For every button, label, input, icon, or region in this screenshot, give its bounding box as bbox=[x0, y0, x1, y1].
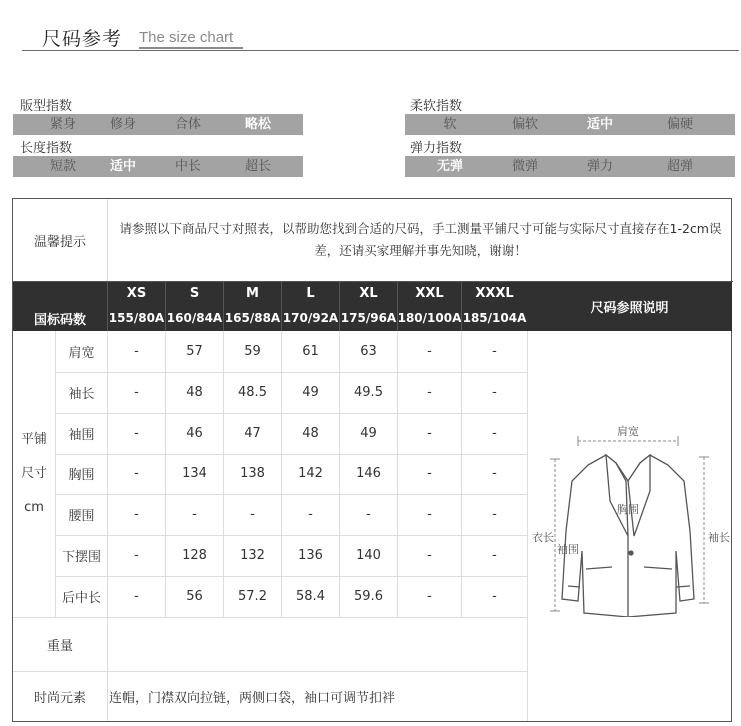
std-code: 185/104A bbox=[461, 305, 527, 331]
size-value: 49 bbox=[339, 413, 397, 454]
length-index-option: 中长 bbox=[174, 159, 201, 174]
size-value: - bbox=[107, 372, 165, 413]
soft-index-option: 适中 bbox=[586, 117, 613, 132]
size-value: 134 bbox=[165, 454, 223, 495]
tip-label: 温馨提示 bbox=[33, 234, 86, 250]
size-value: 57.2 bbox=[223, 576, 281, 617]
size-value: 57 bbox=[165, 331, 223, 372]
size-value: - bbox=[165, 494, 223, 535]
elastic-index-option: 弹力 bbox=[586, 159, 613, 174]
size-value: - bbox=[107, 413, 165, 454]
size-value: - bbox=[461, 413, 527, 454]
size-value: - bbox=[397, 331, 461, 372]
diagram-shoulder-label: 肩宽 bbox=[617, 425, 639, 438]
soft-index-option: 偏软 bbox=[511, 117, 538, 132]
size-value: 140 bbox=[339, 535, 397, 576]
section-title: 尺码参考 bbox=[42, 28, 123, 50]
fashion-label: 时尚元素 bbox=[33, 690, 86, 706]
soft-index-option: 软 bbox=[443, 117, 457, 132]
row-divider bbox=[55, 535, 527, 536]
size-header: L bbox=[281, 281, 339, 305]
soft-index-option: 偏硬 bbox=[666, 117, 693, 132]
size-value: - bbox=[339, 494, 397, 535]
std-code: 170/92A bbox=[281, 305, 339, 331]
size-value: 63 bbox=[339, 331, 397, 372]
length-index-option: 短款 bbox=[49, 159, 76, 174]
length-index-label: 长度指数 bbox=[20, 141, 73, 156]
size-value: 49 bbox=[281, 372, 339, 413]
header-blank bbox=[13, 281, 107, 305]
std-code: 160/84A bbox=[165, 305, 223, 331]
size-value: - bbox=[461, 494, 527, 535]
subtitle-underline bbox=[139, 47, 243, 49]
size-value: - bbox=[281, 494, 339, 535]
fit-index-label: 版型指数 bbox=[20, 99, 73, 114]
size-value: - bbox=[223, 494, 281, 535]
elastic-index-option: 无弹 bbox=[436, 159, 463, 174]
std-code: 175/96A bbox=[339, 305, 397, 331]
size-value: - bbox=[397, 372, 461, 413]
diagram-length-label: 衣长 bbox=[532, 531, 554, 544]
size-value: - bbox=[107, 494, 165, 535]
section-header bbox=[0, 0, 741, 60]
size-value: 48 bbox=[165, 372, 223, 413]
tip-text: 请参照以下商品尺寸对照表，以帮助您找到合适的尺码，手工测量平铺尺寸可能与实际尺寸直接存在1-2cm误差，还请买家理解并事先知晓，谢谢！ bbox=[107, 199, 733, 281]
fit-index-option: 修身 bbox=[109, 117, 136, 132]
row-label: 袖长 bbox=[55, 372, 107, 413]
std-code: 165/88A bbox=[223, 305, 281, 331]
size-value: 138 bbox=[223, 454, 281, 495]
size-value: 49.5 bbox=[339, 372, 397, 413]
size-value: - bbox=[397, 413, 461, 454]
size-value: - bbox=[397, 535, 461, 576]
size-value: - bbox=[397, 454, 461, 495]
fit-index-option: 合体 bbox=[174, 117, 201, 132]
size-value: 128 bbox=[165, 535, 223, 576]
row-label: 袖围 bbox=[55, 413, 107, 454]
size-value: - bbox=[107, 535, 165, 576]
row-label: 腰围 bbox=[55, 494, 107, 535]
row-label: 胸围 bbox=[55, 454, 107, 495]
size-value: 47 bbox=[223, 413, 281, 454]
tip-divider bbox=[13, 281, 733, 282]
size-value: - bbox=[461, 576, 527, 617]
diagram-sleeve-length-label: 袖长 bbox=[708, 531, 730, 544]
size-value: 59 bbox=[223, 331, 281, 372]
length-index-option: 适中 bbox=[109, 159, 136, 174]
header-rule bbox=[22, 50, 739, 51]
size-value: 58.4 bbox=[281, 576, 339, 617]
size-value: 48.5 bbox=[223, 372, 281, 413]
group-label-line-1: 平铺 bbox=[20, 432, 47, 447]
size-value: 56 bbox=[165, 576, 223, 617]
length-index-bar bbox=[13, 156, 303, 177]
size-header: XXL bbox=[397, 281, 461, 305]
row-divider bbox=[55, 372, 527, 373]
row-divider bbox=[55, 454, 527, 455]
diagram-chest-label: 胸围 bbox=[617, 503, 639, 516]
label-divider bbox=[107, 617, 108, 721]
size-value: - bbox=[107, 454, 165, 495]
size-header: XS bbox=[107, 281, 165, 305]
size-header: M bbox=[223, 281, 281, 305]
fashion-divider bbox=[13, 671, 527, 672]
std-code: 155/80A bbox=[107, 305, 165, 331]
size-header: S bbox=[165, 281, 223, 305]
fit-index-option: 紧身 bbox=[49, 117, 76, 132]
std-code-label: 国标码数 bbox=[13, 305, 107, 331]
reference-divider bbox=[527, 331, 528, 721]
size-chart-table bbox=[12, 198, 732, 722]
section-subtitle: The size chart bbox=[139, 29, 234, 46]
size-value: 48 bbox=[281, 413, 339, 454]
row-divider bbox=[55, 413, 527, 414]
reference-header: 尺码参照说明 bbox=[527, 281, 732, 331]
std-code: 180/100A bbox=[397, 305, 461, 331]
fit-index-bar bbox=[13, 114, 303, 135]
elastic-index-option: 微弹 bbox=[511, 159, 538, 174]
size-value: - bbox=[107, 331, 165, 372]
row-label: 后中长 bbox=[55, 576, 107, 617]
size-header: XXXL bbox=[461, 281, 527, 305]
group-label-line-2: 尺寸 bbox=[20, 466, 47, 481]
size-value: - bbox=[461, 535, 527, 576]
size-value: 59.6 bbox=[339, 576, 397, 617]
weight-label: 重量 bbox=[46, 638, 73, 654]
size-value: - bbox=[397, 494, 461, 535]
diagram-sleeve-width-label: 袖围 bbox=[557, 543, 579, 556]
size-value: 142 bbox=[281, 454, 339, 495]
size-value: - bbox=[107, 576, 165, 617]
weight-divider bbox=[13, 617, 527, 618]
row-divider bbox=[55, 576, 527, 577]
size-value: - bbox=[461, 454, 527, 495]
row-divider bbox=[55, 494, 527, 495]
size-value: - bbox=[397, 576, 461, 617]
jacket-diagram bbox=[528, 331, 732, 617]
group-label-line-3: cm bbox=[24, 500, 44, 515]
size-value: 136 bbox=[281, 535, 339, 576]
soft-index-label: 柔软指数 bbox=[410, 99, 463, 114]
row-label: 肩宽 bbox=[55, 331, 107, 372]
size-value: 46 bbox=[165, 413, 223, 454]
soft-index-bar bbox=[405, 114, 735, 135]
elastic-index-option: 超弹 bbox=[666, 159, 693, 174]
length-index-option: 超长 bbox=[244, 159, 271, 174]
fit-index-option: 略松 bbox=[244, 117, 271, 132]
size-value: 61 bbox=[281, 331, 339, 372]
size-value: 146 bbox=[339, 454, 397, 495]
weight-value bbox=[107, 617, 527, 671]
elastic-index-label: 弹力指数 bbox=[410, 141, 463, 156]
size-header: XL bbox=[339, 281, 397, 305]
row-label: 下摆围 bbox=[55, 535, 107, 576]
fashion-value: 连帽，门襟双向拉链，两侧口袋，袖口可调节扣袢 bbox=[109, 690, 396, 706]
flat-size-group-label bbox=[13, 331, 55, 617]
size-value: - bbox=[461, 331, 527, 372]
size-value: 132 bbox=[223, 535, 281, 576]
elastic-index-bar bbox=[405, 156, 735, 177]
size-value: - bbox=[461, 372, 527, 413]
